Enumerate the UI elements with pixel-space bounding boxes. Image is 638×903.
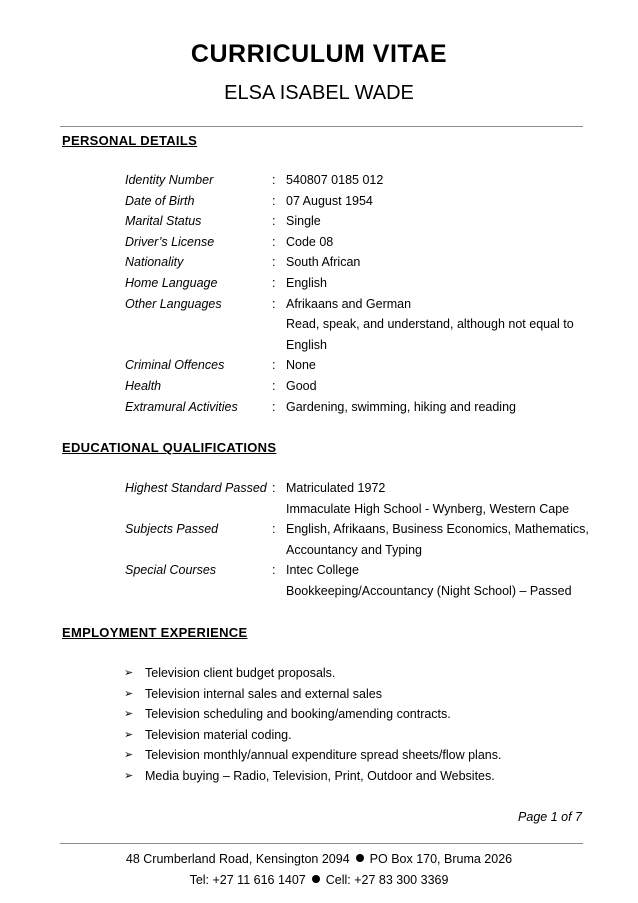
personal-detail-colon: : [272,275,276,290]
education-detail-colon: : [272,481,276,495]
personal-detail-row [0,376,638,397]
personal-detail-label: Extramural Activities [125,399,238,414]
education-detail-row [0,478,638,499]
employment-item-text: Television scheduling and booking/amending contracts. [145,707,451,722]
employment-item [0,745,638,766]
personal-detail-value: South African [286,255,361,270]
personal-detail-row [0,273,638,294]
personal-detail-colon: : [272,255,276,270]
footer-po-box: PO Box 170, Bruma 2026 [369,852,513,866]
personal-detail-value: Single [286,214,321,229]
bullet-dot-icon [312,875,320,883]
personal-detail-label: Marital Status [125,214,202,229]
personal-detail-row [0,191,638,212]
employment-item [0,663,638,684]
personal-detail-value: 07 August 1954 [286,193,373,208]
page-number: Page 1 of 7 [518,810,582,824]
personal-detail-value: English [286,337,327,352]
education-detail-row [0,581,638,602]
personal-details-list [0,170,638,417]
education-detail-row [0,499,638,520]
education-detail-label: Special Courses [125,563,217,578]
employment-item-text: Television material coding. [145,727,292,742]
personal-detail-value: Read, speak, and understand, although not equal to [286,317,574,332]
employment-item [0,684,638,705]
personal-detail-value: 540807 0185 012 [286,173,384,187]
employment-item-text: Media buying – Radio, Television, Print, Outdoor and Websites. [145,768,495,783]
personal-detail-value: Code 08 [286,234,334,249]
section-heading-personal: PERSONAL DETAILS [62,133,198,148]
footer-divider [60,843,583,844]
personal-detail-colon: : [272,399,276,414]
personal-detail-label: Home Language [125,275,218,290]
footer-tel: Tel: +27 11 616 1407 [189,873,306,887]
section-heading-education: EDUCATIONAL QUALIFICATIONS [62,440,277,455]
personal-detail-row [0,335,638,356]
education-detail-colon: : [272,522,276,537]
personal-detail-colon: : [272,234,276,249]
employment-item-text: Television monthly/annual expenditure spread sheets/flow plans. [145,748,502,763]
personal-detail-label: Driver’s License [125,234,215,249]
personal-detail-colon: : [272,296,276,311]
footer-line-contact [0,873,638,887]
personal-detail-label: Nationality [125,255,184,270]
arrow-bullet-icon: ➢ [124,708,134,721]
personal-detail-label: Health [125,378,162,393]
employment-item-text: Television client budget proposals. [145,666,336,680]
personal-detail-row [0,232,638,253]
education-detail-row [0,540,638,561]
section-heading-employment: EMPLOYMENT EXPERIENCE [62,625,248,640]
education-detail-colon: : [272,563,276,578]
personal-detail-value: Good [286,378,317,393]
personal-detail-label: Criminal Offences [125,358,225,373]
arrow-bullet-icon: ➢ [124,769,134,782]
arrow-bullet-icon: ➢ [124,687,134,700]
education-detail-label: Subjects Passed [125,522,219,537]
bullet-dot-icon [356,854,364,862]
arrow-bullet-icon: ➢ [124,749,134,762]
education-detail-value: Bookkeeping/Accountancy (Night School) – Passed [286,583,572,598]
personal-detail-label: Other Languages [125,296,222,311]
footer-address: 48 Crumberland Road, Kensington 2094 [125,852,350,866]
personal-detail-value: Afrikaans and German [286,296,412,311]
personal-detail-row [0,211,638,232]
employment-list [0,663,638,787]
employment-item [0,725,638,746]
personal-detail-label: Date of Birth [125,193,195,208]
education-detail-label: Highest Standard Passed [125,481,267,495]
footer-cell: Cell: +27 83 300 3369 [325,873,449,887]
education-detail-row [0,560,638,581]
personal-detail-row [0,397,638,418]
education-detail-value: English, Afrikaans, Business Economics, Mathematics, [286,522,589,537]
employment-item [0,704,638,725]
personal-detail-row [0,170,638,191]
personal-detail-value: None [286,358,316,373]
header-divider [60,126,583,127]
personal-detail-row [0,252,638,273]
education-detail-value: Accountancy and Typing [286,542,422,557]
employment-item [0,766,638,787]
education-detail-value: Intec College [286,563,359,578]
arrow-bullet-icon: ➢ [124,728,134,741]
personal-detail-colon: : [272,193,276,208]
education-list [0,478,638,602]
personal-detail-value: English [286,275,327,290]
footer-line-address [0,852,638,866]
education-detail-value: Immaculate High School - Wynberg, Western Cape [286,501,570,516]
education-detail-row [0,519,638,540]
personal-detail-colon: : [272,378,276,393]
personal-detail-row [0,294,638,315]
personal-detail-row [0,314,638,335]
arrow-bullet-icon: ➢ [124,667,134,679]
personal-detail-row [0,355,638,376]
personal-detail-value: Gardening, swimming, hiking and reading [286,399,516,414]
personal-detail-colon: : [272,358,276,373]
personal-detail-colon: : [272,214,276,229]
person-name: ELSA ISABEL WADE [224,82,414,104]
personal-detail-colon: : [272,173,276,187]
education-detail-value: Matriculated 1972 [286,481,386,495]
personal-detail-label: Identity Number [125,173,214,187]
document-title: CURRICULUM VITAE [190,40,448,68]
employment-item-text: Television internal sales and external sales [145,686,382,701]
